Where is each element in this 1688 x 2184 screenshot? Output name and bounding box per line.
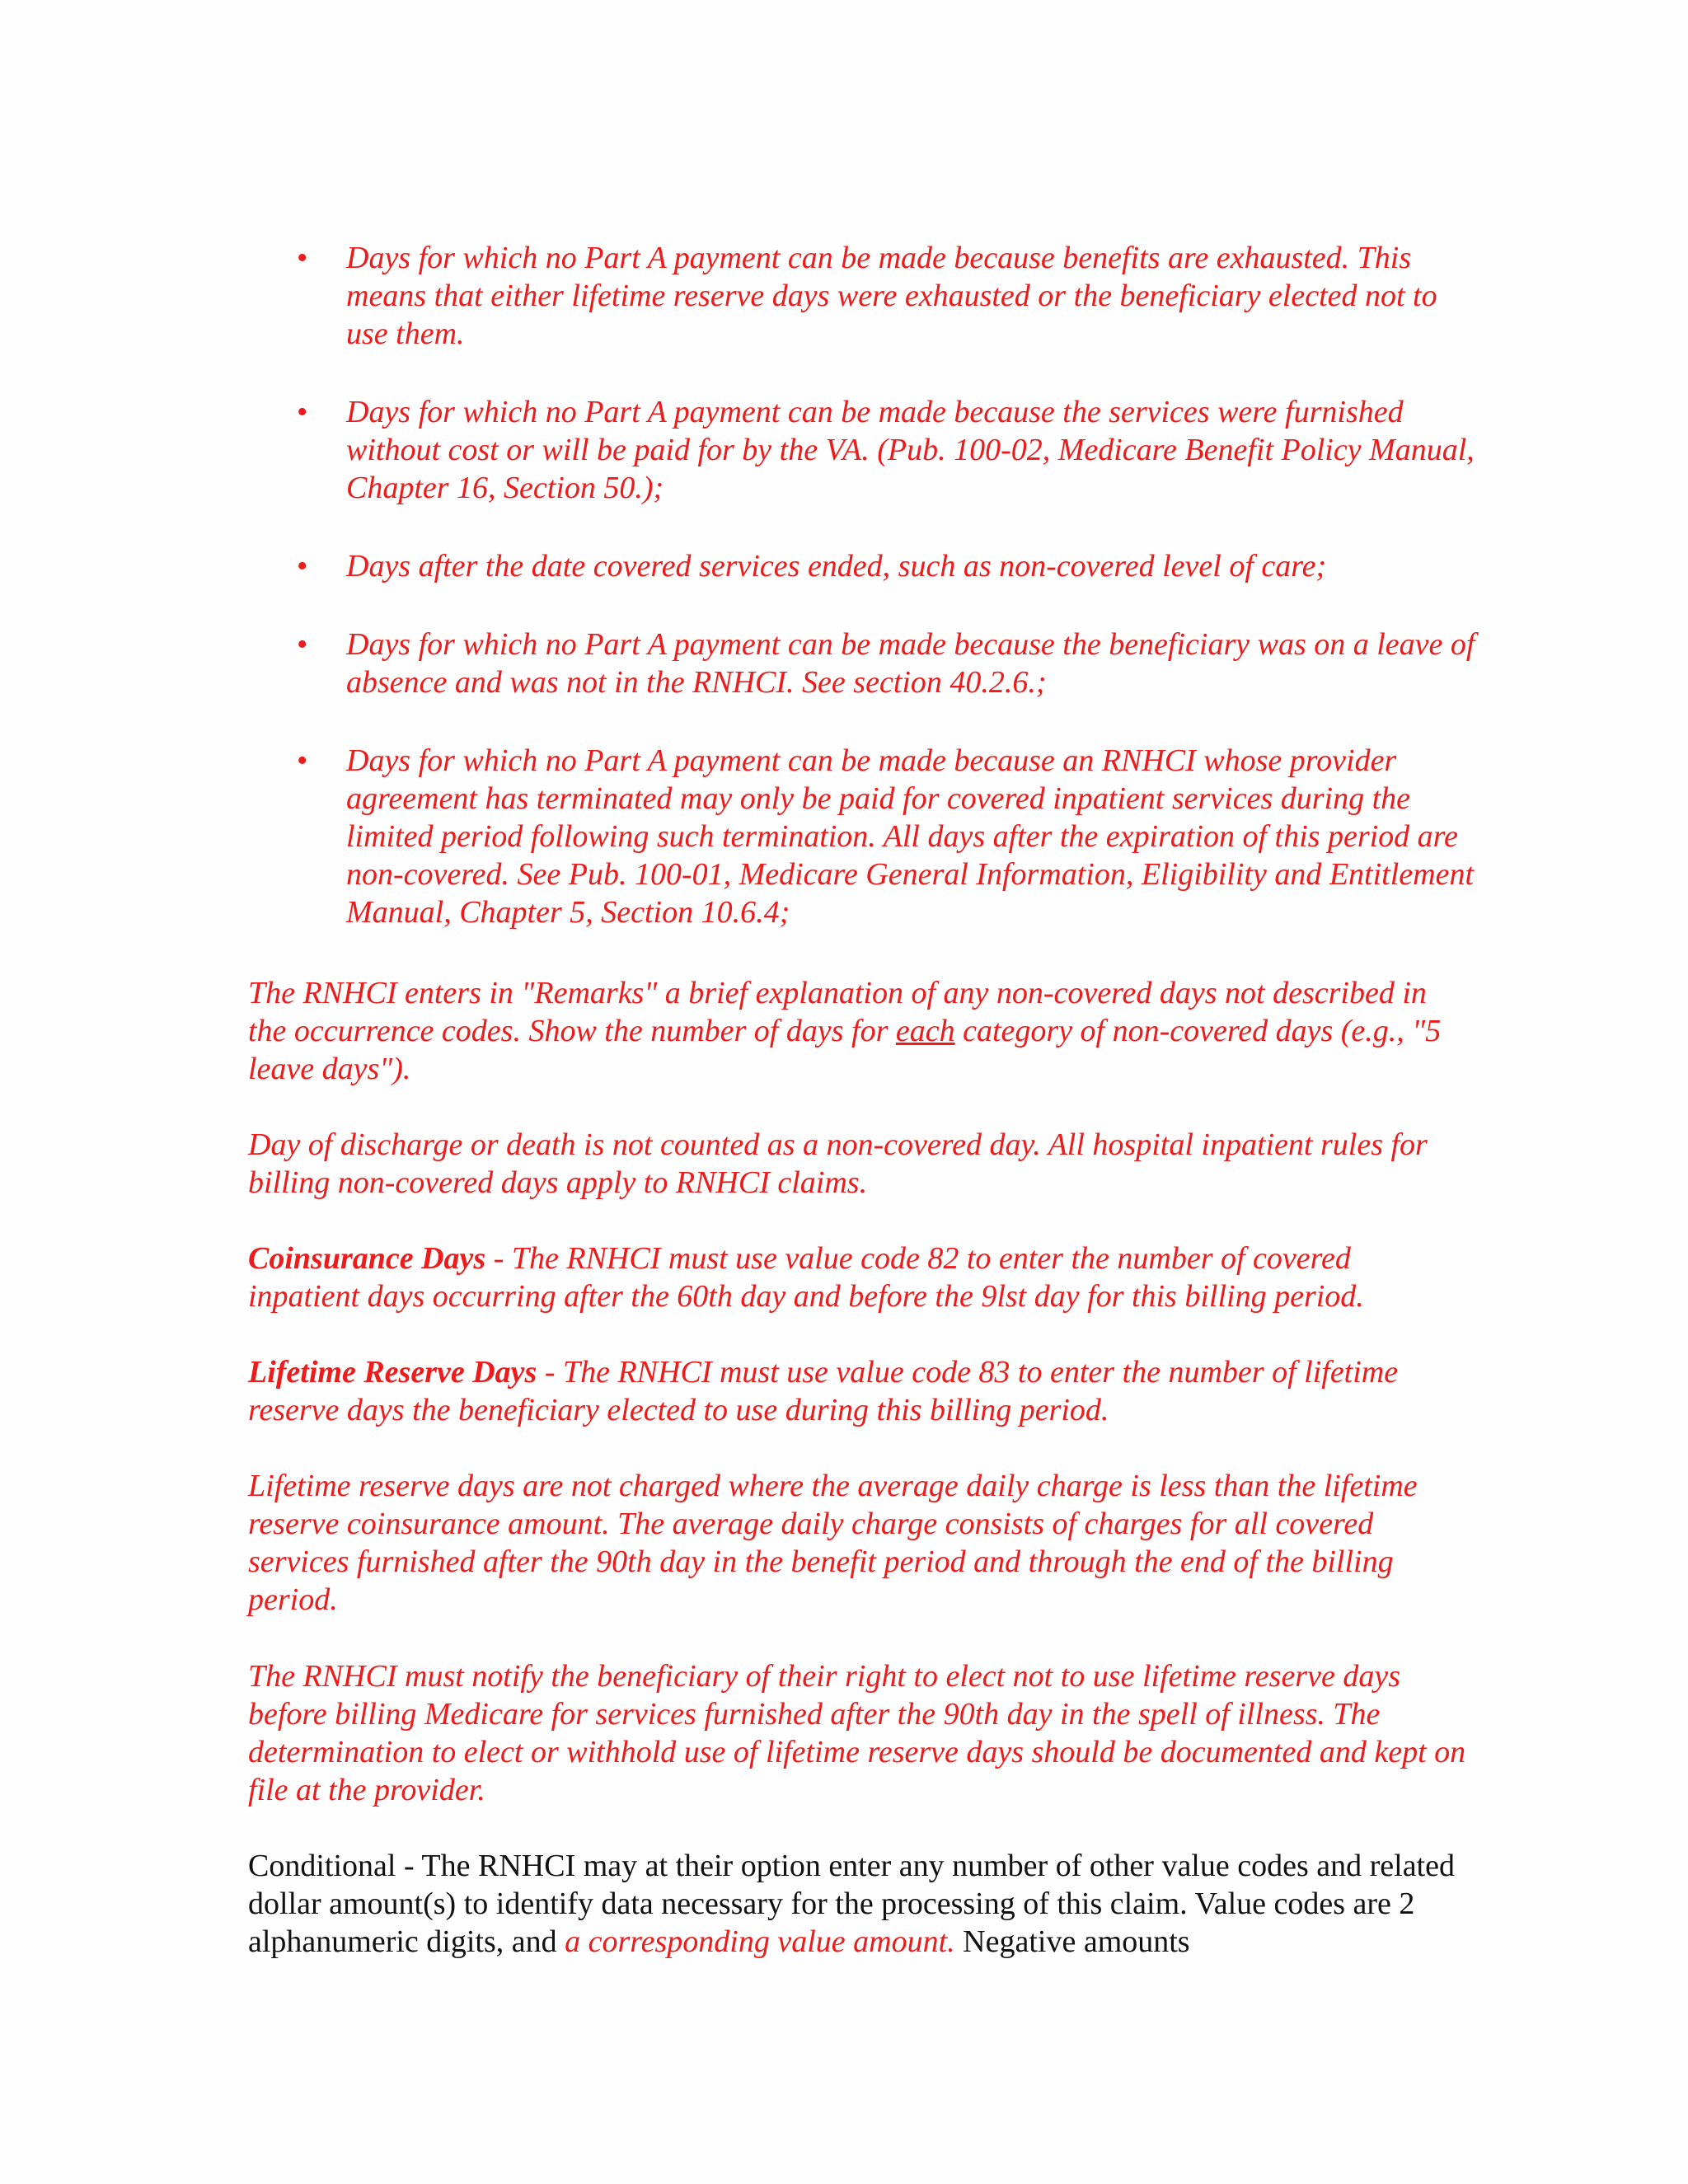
conditional-red-text: a corresponding value amount.: [565, 1924, 955, 1959]
list-item-text: Days after the date covered services ended, such as non-covered level of care;: [346, 549, 1327, 583]
bullet-icon: •: [297, 627, 308, 662]
coinsurance-text: - The RNHCI must use value code 82 to enter the number of covered inpatient days occurring after the 60th day and before the 9lst day for this billing period.: [248, 1241, 1364, 1314]
remarks-underlined-word: each: [895, 1014, 955, 1048]
lifetime-reserve-term: Lifetime Reserve Days: [248, 1355, 537, 1390]
coinsurance-term: Coinsurance Days: [248, 1241, 486, 1276]
non-covered-days-list: [297, 239, 1484, 972]
list-item: [297, 393, 1484, 507]
bullet-icon: •: [297, 395, 308, 429]
list-item-text: Days for which no Part A payment can be made because benefits are exhausted. This means that either lifetime reserve days were exhausted or the beneficiary elected not to use them.: [346, 241, 1437, 351]
list-item-text: Days for which no Part A payment can be made because an RNHCI whose provider agreement has terminated may only be paid for covered inpatient services during the limited period following such termination. All days after the expiration of this period are non-covered. See Pub. 100-01, Medicare General Information, Eligibility and Entitlement Manual, Chapter 5, Section 10.6.4;: [346, 743, 1475, 930]
conditional-text-end: Negative amounts: [954, 1924, 1190, 1959]
discharge-paragraph: Day of discharge or death is not counted as a non-covered day. All hospital inpatient rules for billing non-covered days apply to RNHCI claims.: [248, 1127, 1428, 1200]
list-item-text: Days for which no Part A payment can be made because the services were furnished without cost or will be paid for by the VA. (Pub. 100-02, Medicare Benefit Policy Manual, Chapter 16, Section 50.);: [346, 395, 1475, 505]
notify-paragraph: The RNHCI must notify the beneficiary of their right to elect not to use lifetime reserve days before billing Medicare for services furnished after the 90th day in the spell of illness. The determination to elect or withhold use of lifetime reserve days should be documented and kept on file at the provider.: [248, 1659, 1466, 1807]
remarks-text-end: category of non-covered days (e.g., "5 leave days").: [248, 1014, 1442, 1086]
remarks-paragraph: [248, 974, 1468, 1088]
list-item-text: Days for which no Part A payment can be made because the beneficiary was on a leave of absence and was not in the RNHCI. See section 40.2.6.;: [346, 627, 1475, 700]
remarks-text-start: The RNHCI enters in "Remarks" a brief explanation of any non-covered days not described in the occurrence codes. Show the number of days for: [248, 976, 1427, 1048]
list-item: [297, 626, 1484, 701]
lifetime-reserve-paragraph: [248, 1353, 1468, 1429]
list-item: [297, 742, 1484, 931]
list-item: [297, 239, 1484, 353]
coinsurance-paragraph: [248, 1240, 1468, 1315]
charge-rule-paragraph: Lifetime reserve days are not charged where the average daily charge is less than the lifetime reserve coinsurance amount. The average daily charge consists of charges for all covered services furnished after the 90th day in the benefit period and through the end of the billing period.: [248, 1469, 1418, 1617]
list-item: [297, 547, 1484, 585]
bullet-icon: •: [297, 241, 308, 275]
conditional-paragraph: [248, 1847, 1468, 1961]
bullet-icon: •: [297, 743, 308, 778]
bullet-icon: •: [297, 549, 308, 583]
conditional-text-start: Conditional - The RNHCI may at their option enter any number of other value codes and related dollar amount(s) to identify data necessary for the processing of this claim. Value codes are 2 alphanumeric digits, and: [248, 1849, 1455, 1959]
lifetime-reserve-text: - The RNHCI must use value code 83 to enter the number of lifetime reserve days the beneficiary elected to use during this billing period.: [248, 1355, 1399, 1427]
